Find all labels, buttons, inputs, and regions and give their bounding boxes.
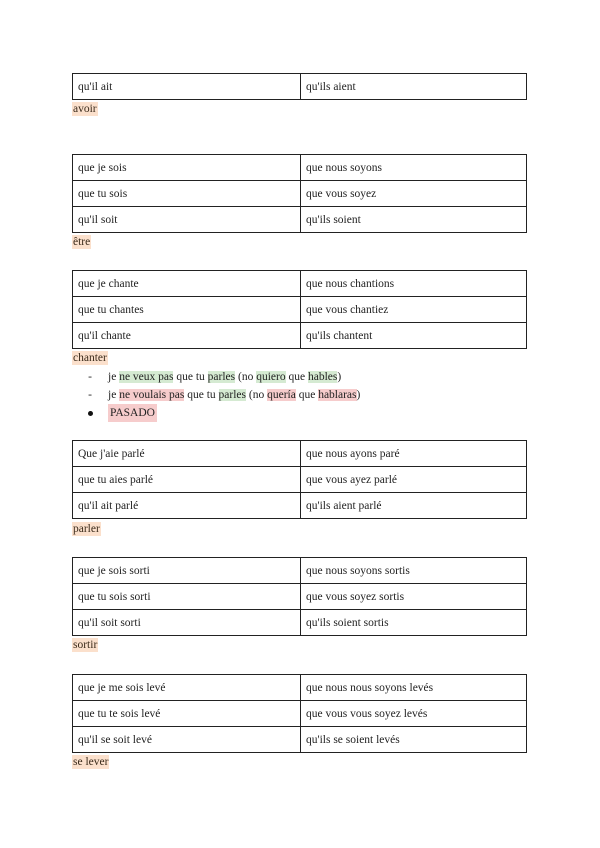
table-cell: qu'il chante [73, 323, 301, 349]
table-row [73, 207, 527, 233]
highlight-red: hablaras [318, 389, 357, 401]
example-list [72, 368, 542, 422]
highlight-green: ne veux pas [119, 371, 174, 383]
table-cell: qu'il se soit levé [73, 727, 301, 753]
table-row [73, 675, 527, 701]
table-row [73, 727, 527, 753]
table-cell: que vous vous soyez levés [301, 701, 527, 727]
list-item [72, 386, 542, 404]
table-row [73, 558, 527, 584]
table-row [73, 74, 527, 100]
bullet-icon [88, 411, 93, 416]
dash-marker: - [88, 389, 92, 401]
table-cell: qu'ils soient sortis [301, 610, 527, 636]
table-cell: qu'ils chantent [301, 323, 527, 349]
table-cell: que vous soyez sortis [301, 584, 527, 610]
example-sentence: je ne veux pas que tu parles (no quiero que hables) [108, 371, 342, 383]
table-cell: qu'ils soient [301, 207, 527, 233]
conjugation-table-parler [72, 440, 527, 519]
table-cell: qu'ils aient [301, 74, 527, 100]
table-cell: qu'il soit sorti [73, 610, 301, 636]
list-item [72, 404, 542, 422]
table-cell: qu'il ait [73, 74, 301, 100]
table-row [73, 610, 527, 636]
highlight-green: quiero [256, 371, 286, 383]
highlight-green: hables [307, 371, 338, 383]
table-cell: que je sois sorti [73, 558, 301, 584]
table-cell: que tu sois sorti [73, 584, 301, 610]
highlight-green: parles [207, 371, 236, 383]
table-row [73, 584, 527, 610]
table-cell: qu'il soit [73, 207, 301, 233]
conjugation-table-sortir [72, 557, 527, 636]
table-cell: que je chante [73, 271, 301, 297]
verb-label: se lever [73, 756, 109, 768]
table-cell: que tu aies parlé [73, 467, 301, 493]
highlight-red: quería [267, 389, 296, 401]
highlight-green: parles [218, 389, 246, 401]
list-item [72, 368, 542, 386]
table-row [73, 181, 527, 207]
table-cell: qu'ils aient parlé [301, 493, 527, 519]
table-row [73, 155, 527, 181]
conjugation-table-etre [72, 154, 527, 233]
verb-label: avoir [73, 103, 97, 115]
table-row [73, 441, 527, 467]
table-cell: que nous soyons [301, 155, 527, 181]
example-sentence: je ne voulais pas que tu parles (no quería que hablaras) [108, 389, 361, 401]
bullet-text: PASADO [108, 404, 157, 422]
table-row [73, 323, 527, 349]
table-cell: que vous chantiez [301, 297, 527, 323]
table-cell: qu'ils se soient levés [301, 727, 527, 753]
table-row [73, 493, 527, 519]
verb-label: sortir [73, 639, 98, 651]
dash-marker: - [88, 371, 92, 383]
conjugation-table-chanter [72, 270, 527, 349]
verb-label: être [73, 236, 91, 248]
table-row [73, 701, 527, 727]
table-cell: que nous ayons paré [301, 441, 527, 467]
table-cell: que nous soyons sortis [301, 558, 527, 584]
table-row [73, 297, 527, 323]
table-cell: Que j'aie parlé [73, 441, 301, 467]
verb-label: parler [73, 523, 100, 535]
table-cell: qu'il ait parlé [73, 493, 301, 519]
table-cell: que tu te sois levé [73, 701, 301, 727]
table-cell: que nous chantions [301, 271, 527, 297]
table-cell: que je me sois levé [73, 675, 301, 701]
highlight-red: ne voulais pas [119, 389, 185, 401]
conjugation-table-avoir [72, 73, 527, 100]
verb-label: chanter [73, 352, 107, 364]
table-cell: que tu sois [73, 181, 301, 207]
table-cell: que vous ayez parlé [301, 467, 527, 493]
table-row [73, 467, 527, 493]
table-cell: que nous nous soyons levés [301, 675, 527, 701]
conjugation-table-se-lever [72, 674, 527, 753]
table-cell: que vous soyez [301, 181, 527, 207]
table-row [73, 271, 527, 297]
table-cell: que je sois [73, 155, 301, 181]
table-cell: que tu chantes [73, 297, 301, 323]
